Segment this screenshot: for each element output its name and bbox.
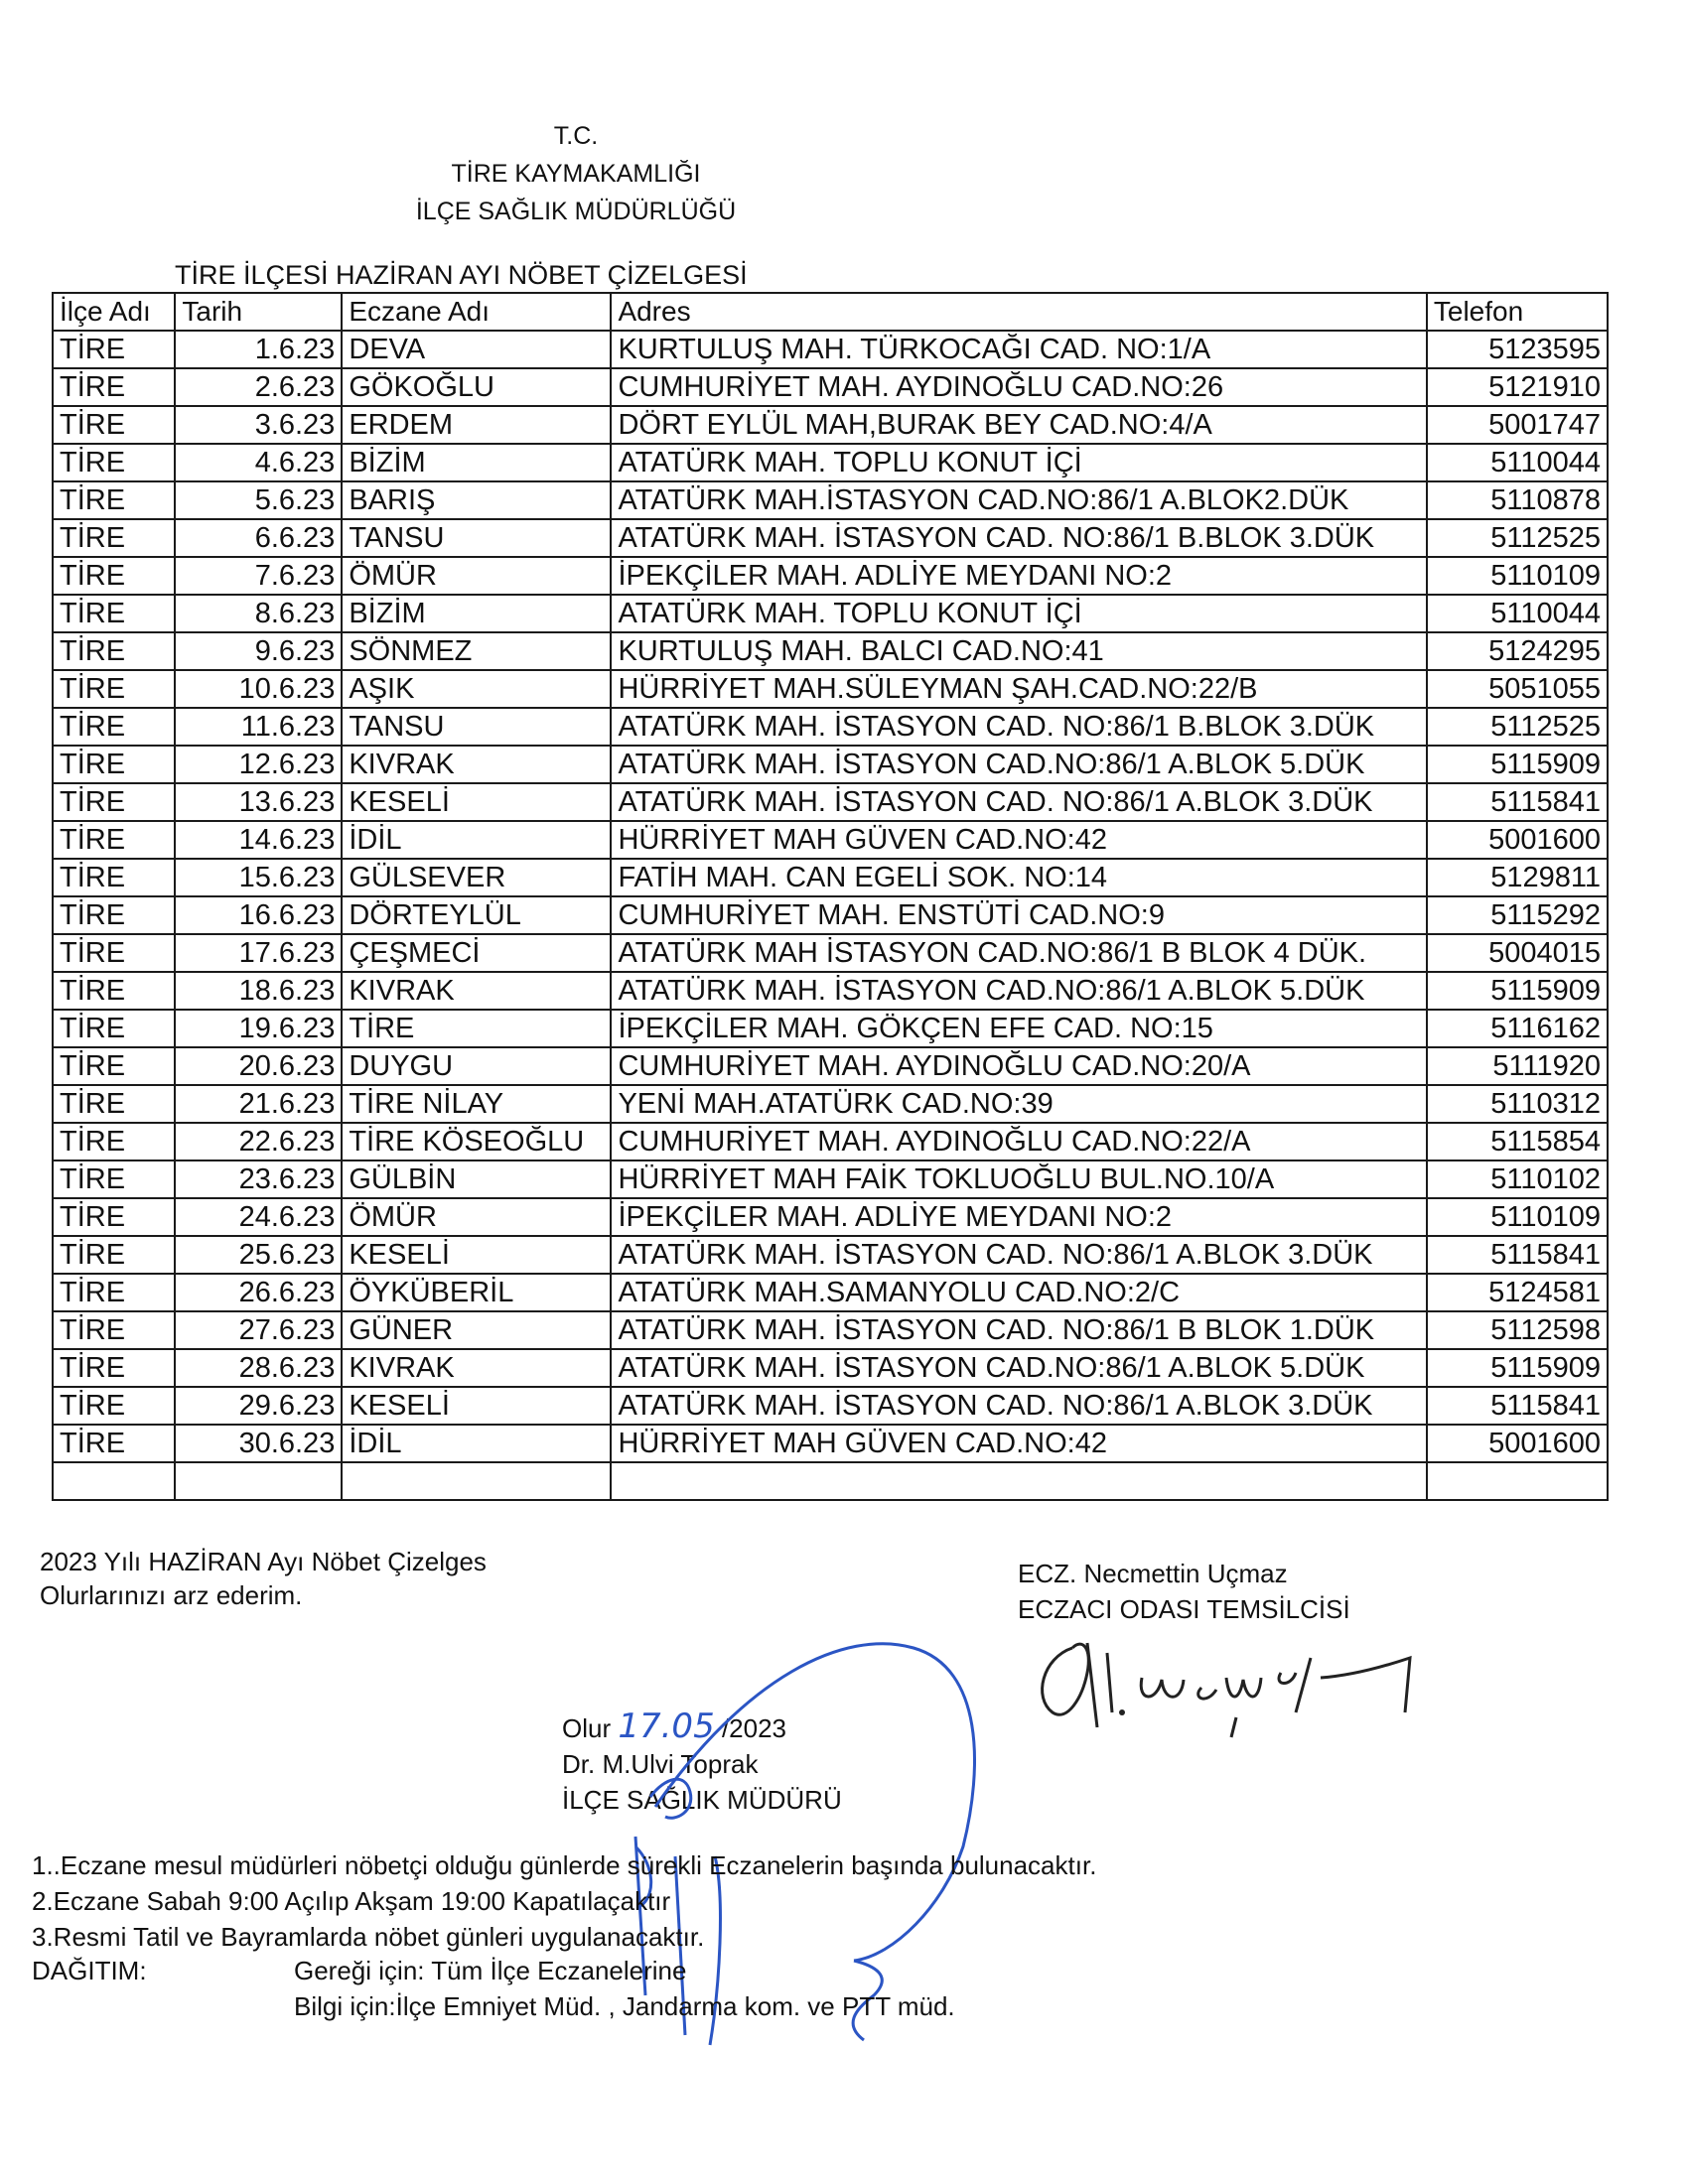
table-row (53, 1387, 1608, 1425)
cell-eczane: ÖYKÜBERİL (342, 1274, 611, 1311)
table-row (53, 632, 1608, 670)
cell-adres: ATATÜRK MAH. İSTASYON CAD. NO:86/1 A.BLOK 3.DÜK (611, 1236, 1426, 1274)
cell-ilce: TİRE (53, 406, 175, 444)
table-header-row (53, 293, 1608, 331)
table-row (53, 595, 1608, 632)
cell-tarih: 11.6.23 (175, 708, 342, 746)
cell-adres: CUMHURİYET MAH. ENSTÜTİ CAD.NO:9 (611, 896, 1426, 934)
cell-ilce: TİRE (53, 1160, 175, 1198)
cell-tarih: 13.6.23 (175, 783, 342, 821)
cell-adres: HÜRRİYET MAH.SÜLEYMAN ŞAH.CAD.NO:22/B (611, 670, 1426, 708)
cell-ilce: TİRE (53, 1010, 175, 1047)
table-row (53, 406, 1608, 444)
cell-eczane: GÜNER (342, 1311, 611, 1349)
cell-adres: CUMHURİYET MAH. AYDINOĞLU CAD.NO:26 (611, 368, 1426, 406)
cell-eczane: KIVRAK (342, 1349, 611, 1387)
cell-eczane: TANSU (342, 519, 611, 557)
table-row (53, 896, 1608, 934)
cell-tarih: 3.6.23 (175, 406, 342, 444)
cell-ilce: TİRE (53, 481, 175, 519)
cell-eczane: ÇEŞMECİ (342, 934, 611, 972)
cell-adres: CUMHURİYET MAH. AYDINOĞLU CAD.NO:22/A (611, 1123, 1426, 1160)
cell-telefon: 5112598 (1427, 1311, 1608, 1349)
director-name: Dr. M.Ulvi Toprak (562, 1749, 759, 1779)
table-row (53, 444, 1608, 481)
cell-tarih: 25.6.23 (175, 1236, 342, 1274)
table-row (53, 670, 1608, 708)
cell-adres: ATATÜRK MAH. İSTASYON CAD. NO:86/1 B.BLOK 3.DÜK (611, 708, 1426, 746)
column-header-eczane: Eczane Adı (342, 293, 611, 331)
table-row (53, 1236, 1608, 1274)
cell-telefon: 5001600 (1427, 1425, 1608, 1462)
cell-tarih: 5.6.23 (175, 481, 342, 519)
cell-adres: FATİH MAH. CAN EGELİ SOK. NO:14 (611, 859, 1426, 896)
cell-eczane: DUYGU (342, 1047, 611, 1085)
cell-telefon: 5115854 (1427, 1123, 1608, 1160)
cell-adres: İPEKÇİLER MAH. ADLİYE MEYDANI NO:2 (611, 557, 1426, 595)
table-row-empty (53, 1462, 1608, 1500)
olur-year: /2023 (721, 1713, 787, 1743)
cell-empty (1427, 1462, 1608, 1500)
cell-ilce: TİRE (53, 1387, 175, 1425)
cell-ilce: TİRE (53, 783, 175, 821)
cell-eczane: İDİL (342, 821, 611, 859)
cell-eczane: TANSU (342, 708, 611, 746)
cell-tarih: 10.6.23 (175, 670, 342, 708)
cell-tarih: 18.6.23 (175, 972, 342, 1010)
request-line-1: 2023 Yılı HAZİRAN Ayı Nöbet Çizelges (40, 1547, 487, 1576)
cell-ilce: TİRE (53, 557, 175, 595)
cell-tarih: 28.6.23 (175, 1349, 342, 1387)
cell-tarih: 6.6.23 (175, 519, 342, 557)
cell-eczane: TİRE KÖSEOĞLU (342, 1123, 611, 1160)
cell-ilce: TİRE (53, 632, 175, 670)
cell-tarih: 12.6.23 (175, 746, 342, 783)
cell-ilce: TİRE (53, 972, 175, 1010)
table-row (53, 934, 1608, 972)
cell-tarih: 14.6.23 (175, 821, 342, 859)
cell-adres: ATATÜRK MAH.İSTASYON CAD.NO:86/1 A.BLOK2.DÜK (611, 481, 1426, 519)
cell-ilce: TİRE (53, 821, 175, 859)
representative-title: ECZACI ODASI TEMSİLCİSİ (1018, 1594, 1350, 1624)
table-row (53, 1160, 1608, 1198)
table-row (53, 1425, 1608, 1462)
table-row (53, 1047, 1608, 1085)
cell-adres: İPEKÇİLER MAH. GÖKÇEN EFE CAD. NO:15 (611, 1010, 1426, 1047)
cell-ilce: TİRE (53, 708, 175, 746)
cell-telefon: 5110312 (1427, 1085, 1608, 1123)
cell-adres: ATATÜRK MAH. İSTASYON CAD. NO:86/1 A.BLOK 3.DÜK (611, 1387, 1426, 1425)
cell-tarih: 16.6.23 (175, 896, 342, 934)
table-row (53, 557, 1608, 595)
cell-telefon: 5111920 (1427, 1047, 1608, 1085)
table-row (53, 859, 1608, 896)
table-row (53, 481, 1608, 519)
cell-tarih: 22.6.23 (175, 1123, 342, 1160)
cell-tarih: 4.6.23 (175, 444, 342, 481)
cell-ilce: TİRE (53, 934, 175, 972)
cell-telefon: 5115841 (1427, 1387, 1608, 1425)
olur-date: 17.05 (618, 1706, 715, 1746)
cell-eczane: KESELİ (342, 783, 611, 821)
cell-eczane: ÖMÜR (342, 1198, 611, 1236)
cell-eczane: KIVRAK (342, 972, 611, 1010)
cell-adres: İPEKÇİLER MAH. ADLİYE MEYDANI NO:2 (611, 1198, 1426, 1236)
cell-telefon: 5129811 (1427, 859, 1608, 896)
cell-eczane: KESELİ (342, 1236, 611, 1274)
cell-telefon: 5110109 (1427, 1198, 1608, 1236)
cell-eczane: BİZİM (342, 595, 611, 632)
cell-adres: YENİ MAH.ATATÜRK CAD.NO:39 (611, 1085, 1426, 1123)
note-3: 3.Resmi Tatil ve Bayramlarda nöbet günleri uygulanacaktır. (32, 1922, 705, 1952)
cell-eczane: AŞIK (342, 670, 611, 708)
table-row (53, 368, 1608, 406)
olur-label: Olur (562, 1713, 612, 1743)
cell-empty (342, 1462, 611, 1500)
cell-adres: ATATÜRK MAH İSTASYON CAD.NO:86/1 B BLOK 4 DÜK. (611, 934, 1426, 972)
cell-eczane: BİZİM (342, 444, 611, 481)
cell-telefon: 5110044 (1427, 595, 1608, 632)
signature-text: N. Uçmaz (1013, 1618, 1018, 1619)
cell-ilce: TİRE (53, 1123, 175, 1160)
cell-adres: DÖRT EYLÜL MAH,BURAK BEY CAD.NO:4/A (611, 406, 1426, 444)
column-header-tarih: Tarih (175, 293, 342, 331)
column-header-telefon: Telefon (1427, 293, 1608, 331)
cell-telefon: 5124295 (1427, 632, 1608, 670)
cell-adres: ATATÜRK MAH.SAMANYOLU CAD.NO:2/C (611, 1274, 1426, 1311)
column-header-adres: Adres (611, 293, 1426, 331)
cell-eczane: KIVRAK (342, 746, 611, 783)
cell-adres: ATATÜRK MAH. İSTASYON CAD.NO:86/1 A.BLOK 5.DÜK (611, 1349, 1426, 1387)
cell-ilce: TİRE (53, 1198, 175, 1236)
cell-tarih: 2.6.23 (175, 368, 342, 406)
cell-telefon: 5004015 (1427, 934, 1608, 972)
cell-ilce: TİRE (53, 331, 175, 368)
cell-telefon: 5115292 (1427, 896, 1608, 934)
cell-adres: CUMHURİYET MAH. AYDINOĞLU CAD.NO:20/A (611, 1047, 1426, 1085)
representative-name: ECZ. Necmettin Uçmaz (1018, 1559, 1288, 1588)
cell-telefon: 5121910 (1427, 368, 1608, 406)
cell-tarih: 21.6.23 (175, 1085, 342, 1123)
duty-schedule-table (52, 292, 1609, 1501)
header-mudurluk: İLÇE SAĞLIK MÜDÜRLÜĞÜ (415, 198, 737, 225)
table-row (53, 1010, 1608, 1047)
cell-tarih: 1.6.23 (175, 331, 342, 368)
cell-ilce: TİRE (53, 746, 175, 783)
cell-ilce: TİRE (53, 896, 175, 934)
cell-ilce: TİRE (53, 670, 175, 708)
cell-eczane: GÜLSEVER (342, 859, 611, 896)
cell-ilce: TİRE (53, 1311, 175, 1349)
distribution-label: DAĞITIM: (32, 1956, 147, 1985)
cell-adres: KURTULUŞ MAH. TÜRKOCAĞI CAD. NO:1/A (611, 331, 1426, 368)
table-row (53, 519, 1608, 557)
cell-ilce: TİRE (53, 444, 175, 481)
cell-telefon: 5051055 (1427, 670, 1608, 708)
cell-ilce: TİRE (53, 519, 175, 557)
header-tc: T.C. (553, 122, 599, 150)
cell-ilce: TİRE (53, 1425, 175, 1462)
cell-telefon: 5124581 (1427, 1274, 1608, 1311)
cell-ilce: TİRE (53, 1349, 175, 1387)
cell-tarih: 17.6.23 (175, 934, 342, 972)
table-row (53, 708, 1608, 746)
cell-empty (175, 1462, 342, 1500)
cell-eczane: İDİL (342, 1425, 611, 1462)
table-row (53, 783, 1608, 821)
cell-adres: HÜRRİYET MAH GÜVEN CAD.NO:42 (611, 1425, 1426, 1462)
note-2: 2.Eczane Sabah 9:00 Açılıp Akşam 19:00 Kapatılaçaktır (32, 1886, 671, 1916)
cell-adres: ATATÜRK MAH. İSTASYON CAD. NO:86/1 B BLOK 1.DÜK (611, 1311, 1426, 1349)
cell-ilce: TİRE (53, 859, 175, 896)
cell-tarih: 8.6.23 (175, 595, 342, 632)
table-row (53, 331, 1608, 368)
cell-tarih: 19.6.23 (175, 1010, 342, 1047)
table-row (53, 1198, 1608, 1236)
distribution-line-1: Gereği için: Tüm İlçe Eczanelerine (294, 1956, 687, 1985)
table-row (53, 746, 1608, 783)
cell-telefon: 5110102 (1427, 1160, 1608, 1198)
cell-tarih: 26.6.23 (175, 1274, 342, 1311)
cell-eczane: SÖNMEZ (342, 632, 611, 670)
table-row (53, 1123, 1608, 1160)
cell-eczane: DÖRTEYLÜL (342, 896, 611, 934)
cell-ilce: TİRE (53, 595, 175, 632)
cell-adres: ATATÜRK MAH. TOPLU KONUT İÇİ (611, 444, 1426, 481)
cell-tarih: 23.6.23 (175, 1160, 342, 1198)
cell-tarih: 27.6.23 (175, 1311, 342, 1349)
cell-adres: KURTULUŞ MAH. BALCI CAD.NO:41 (611, 632, 1426, 670)
header-kaymakamlik: TİRE KAYMAKAMLIĞI (451, 160, 701, 188)
cell-eczane: TİRE (342, 1010, 611, 1047)
table-row (53, 1311, 1608, 1349)
cell-empty (611, 1462, 1426, 1500)
cell-telefon: 5115841 (1427, 1236, 1608, 1274)
request-line-2: Olurlarınızı arz ederim. (40, 1580, 303, 1610)
table-row (53, 821, 1608, 859)
cell-tarih: 15.6.23 (175, 859, 342, 896)
table-row (53, 1349, 1608, 1387)
cell-eczane: TİRE NİLAY (342, 1085, 611, 1123)
cell-telefon: 5116162 (1427, 1010, 1608, 1047)
cell-eczane: KESELİ (342, 1387, 611, 1425)
cell-eczane: ÖMÜR (342, 557, 611, 595)
cell-tarih: 24.6.23 (175, 1198, 342, 1236)
cell-ilce: TİRE (53, 1085, 175, 1123)
table-row (53, 972, 1608, 1010)
cell-eczane: BARIŞ (342, 481, 611, 519)
cell-eczane: DEVA (342, 331, 611, 368)
table-row (53, 1274, 1608, 1311)
cell-tarih: 7.6.23 (175, 557, 342, 595)
cell-adres: ATATÜRK MAH. TOPLU KONUT İÇİ (611, 595, 1426, 632)
cell-telefon: 5115841 (1427, 783, 1608, 821)
cell-tarih: 20.6.23 (175, 1047, 342, 1085)
cell-telefon: 5112525 (1427, 708, 1608, 746)
cell-ilce: TİRE (53, 1236, 175, 1274)
cell-eczane: GÜLBİN (342, 1160, 611, 1198)
cell-ilce: TİRE (53, 368, 175, 406)
cell-telefon: 5110109 (1427, 557, 1608, 595)
cell-ilce: TİRE (53, 1047, 175, 1085)
cell-adres: ATATÜRK MAH. İSTASYON CAD. NO:86/1 A.BLOK 3.DÜK (611, 783, 1426, 821)
table-row (53, 1085, 1608, 1123)
document-title: TİRE İLÇESİ HAZİRAN AYI NÖBET ÇİZELGESİ (175, 260, 748, 290)
cell-telefon: 5112525 (1427, 519, 1608, 557)
cell-telefon: 5001747 (1427, 406, 1608, 444)
cell-tarih: 30.6.23 (175, 1425, 342, 1462)
cell-tarih: 9.6.23 (175, 632, 342, 670)
cell-telefon: 5115909 (1427, 746, 1608, 783)
cell-eczane: GÖKOĞLU (342, 368, 611, 406)
distribution-line-2: Bilgi için:İlçe Emniyet Müd. , Jandarma kom. ve PTT müd. (294, 1991, 955, 2021)
cell-tarih: 29.6.23 (175, 1387, 342, 1425)
cell-telefon: 5123595 (1427, 331, 1608, 368)
director-signature (516, 1569, 1211, 2124)
cell-adres: HÜRRİYET MAH GÜVEN CAD.NO:42 (611, 821, 1426, 859)
cell-telefon: 5001600 (1427, 821, 1608, 859)
cell-eczane: ERDEM (342, 406, 611, 444)
cell-ilce: TİRE (53, 1274, 175, 1311)
cell-adres: HÜRRİYET MAH FAİK TOKLUOĞLU BUL.NO.10/A (611, 1160, 1426, 1198)
note-1: 1..Eczane mesul müdürleri nöbetçi olduğu günlerde sürekli Eczanelerin başında bulunacaktır. (32, 1850, 1097, 1880)
cell-telefon: 5110878 (1427, 481, 1608, 519)
cell-telefon: 5110044 (1427, 444, 1608, 481)
cell-telefon: 5115909 (1427, 1349, 1608, 1387)
cell-adres: ATATÜRK MAH. İSTASYON CAD.NO:86/1 A.BLOK 5.DÜK (611, 972, 1426, 1010)
cell-empty (53, 1462, 175, 1500)
column-header-ilce: İlçe Adı (53, 293, 175, 331)
cell-telefon: 5115909 (1427, 972, 1608, 1010)
cell-adres: ATATÜRK MAH. İSTASYON CAD. NO:86/1 B.BLOK 3.DÜK (611, 519, 1426, 557)
director-title: İLÇE SAĞLIK MÜDÜRÜ (562, 1785, 842, 1815)
cell-adres: ATATÜRK MAH. İSTASYON CAD.NO:86/1 A.BLOK 5.DÜK (611, 746, 1426, 783)
